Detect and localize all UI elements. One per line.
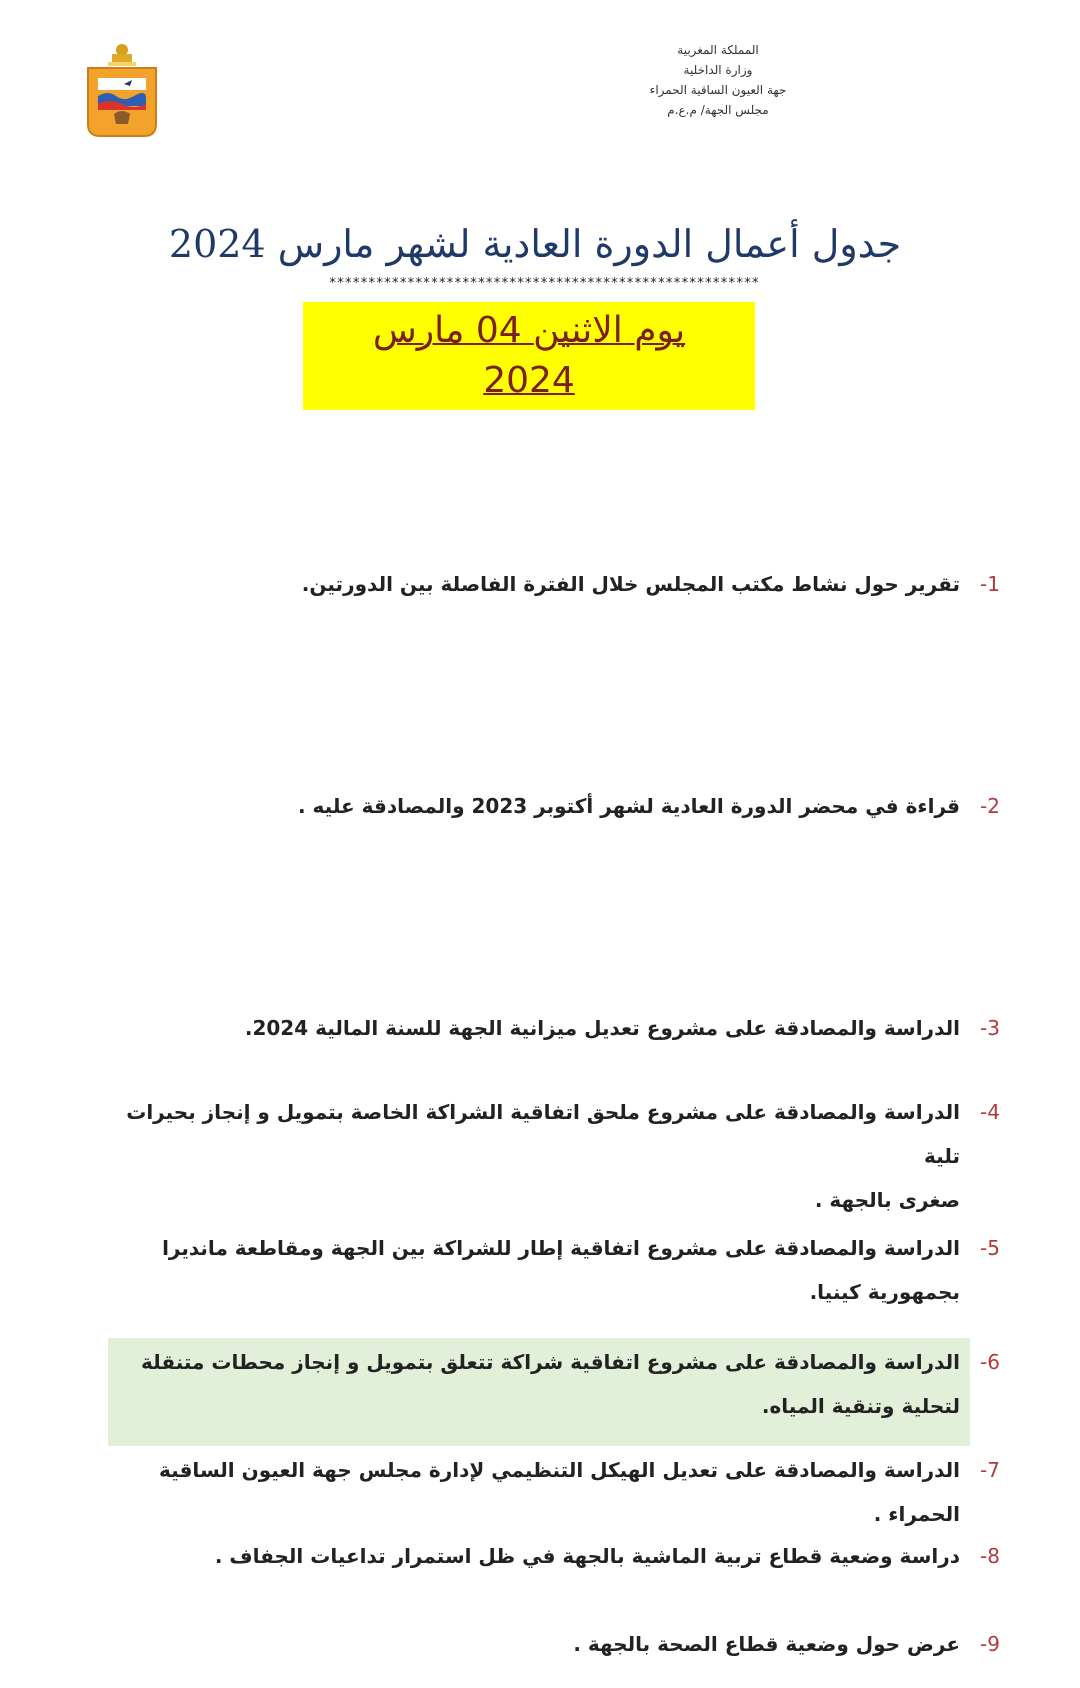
agenda-item-1 bbox=[100, 562, 1000, 606]
item-text: دراسة وضعية قطاع تربية الماشية بالجهة في ظل استمرار تداعيات الجفاف . bbox=[214, 1544, 960, 1568]
item-text: عرض حول وضعية قطاع الصحة بالجهة . bbox=[573, 1632, 960, 1656]
header-ministry: وزارة الداخلية bbox=[683, 63, 753, 77]
agenda-item-7 bbox=[100, 1448, 1000, 1536]
item-number: -2 bbox=[980, 794, 1000, 818]
item-number: -6 bbox=[980, 1350, 1000, 1374]
item-text-line1: الدراسة والمصادقة على مشروع ملحق اتفاقية الشراكة الخاصة بتمويل و إنجاز بحيرات تلية bbox=[126, 1100, 960, 1168]
header-kingdom: المملكة المغربية bbox=[677, 43, 759, 57]
item-number: -7 bbox=[980, 1458, 1000, 1482]
item-text-line1: الدراسة والمصادقة على مشروع اتفاقية شراكة تتعلق بتمويل و إنجاز محطات متنقلة bbox=[141, 1350, 960, 1374]
item-text: الدراسة والمصادقة على تعديل الهيكل التنظيمي لإدارة مجلس جهة العيون الساقية الحمراء . bbox=[159, 1458, 960, 1526]
item-number: -9 bbox=[980, 1632, 1000, 1656]
item-number: -4 bbox=[980, 1100, 1000, 1124]
item-text-line2: صغرى بالجهة . bbox=[814, 1188, 960, 1212]
agenda-item-6 bbox=[100, 1340, 1000, 1428]
item-text: تقرير حول نشاط مكتب المجلس خلال الفترة الفاصلة بين الدورتين. bbox=[301, 572, 960, 596]
agenda-item-4 bbox=[100, 1090, 1000, 1222]
item-text-line1: الدراسة والمصادقة على مشروع اتفاقية إطار للشراكة بين الجهة ومقاطعة مانديرا bbox=[162, 1236, 960, 1260]
item-number: -5 bbox=[980, 1236, 1000, 1260]
agenda-item-2 bbox=[100, 784, 1000, 828]
item-number: -8 bbox=[980, 1544, 1000, 1568]
page-title: جدول أعمال الدورة العادية لشهر مارس 2024 bbox=[168, 222, 902, 266]
star-separator: ******************************************************* bbox=[328, 276, 760, 291]
item-number: -1 bbox=[980, 572, 1000, 596]
agenda-item-8 bbox=[100, 1534, 1000, 1578]
session-date-day: يوم الاثنين 04 مارس bbox=[372, 310, 686, 351]
session-date-box bbox=[303, 302, 755, 410]
agenda-item-3 bbox=[100, 1006, 1000, 1050]
item-text-line2: لتحلية وتنقية المياه. bbox=[761, 1394, 960, 1418]
agenda-item-5 bbox=[100, 1226, 1000, 1314]
ministry-header bbox=[588, 40, 848, 120]
item-text-line2: بجمهورية كينيا. bbox=[809, 1280, 960, 1304]
region-emblem-icon bbox=[86, 40, 158, 140]
header-region: جهة العيون الساقية الحمراء bbox=[649, 83, 787, 97]
item-text: قراءة في محضر الدورة العادية لشهر أكتوبر 2023 والمصادقة عليه . bbox=[297, 794, 960, 818]
session-date-year: 2024 bbox=[483, 360, 575, 401]
header-council: مجلس الجهة/ م.ع.م bbox=[667, 103, 769, 117]
item-number: -3 bbox=[980, 1016, 1000, 1040]
item-text: الدراسة والمصادقة على مشروع تعديل ميزانية الجهة للسنة المالية 2024. bbox=[244, 1016, 960, 1040]
agenda-item-9 bbox=[100, 1622, 1000, 1666]
